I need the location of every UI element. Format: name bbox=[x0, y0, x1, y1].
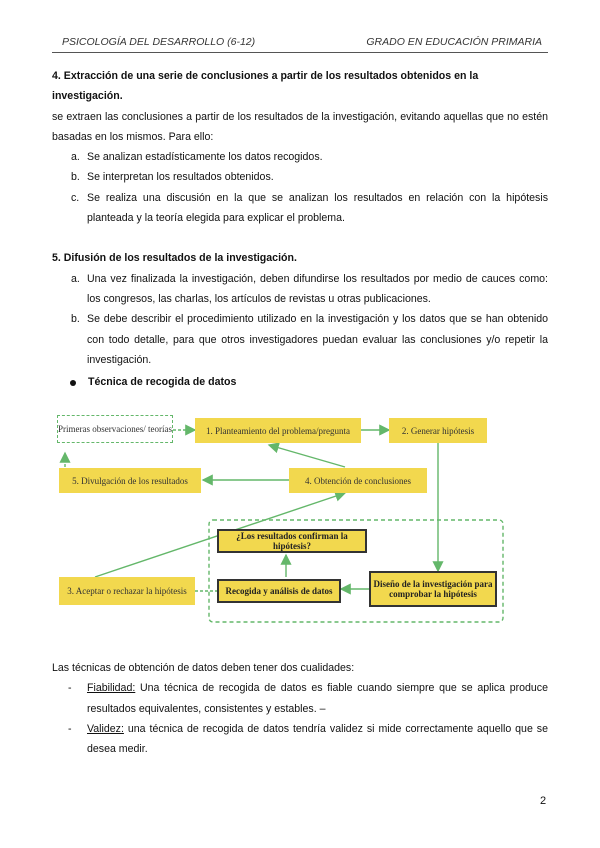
header-degree-title: GRADO EN EDUCACIÓN PRIMARIA bbox=[366, 36, 542, 48]
list-marker: a. bbox=[71, 272, 80, 285]
list-item-text: Se debe describir el procedimiento utilizado en la investigación y los datos que se han obtenido con todo detalle, para que otros investigadores puedan evaluar las conclusiones y/o repetir la investigación. bbox=[87, 313, 548, 366]
list-item bbox=[52, 269, 548, 310]
step4-list bbox=[52, 147, 548, 228]
section-title-text: Técnica de recogida de datos bbox=[88, 376, 237, 388]
list-item-text: Se interpretan los resultados obtenidos. bbox=[87, 171, 274, 184]
list-marker: c. bbox=[71, 191, 80, 204]
box-data-collection: Recogida y análisis de datos bbox=[217, 579, 341, 603]
box-problem-statement: 1. Planteamiento del problema/pregunta bbox=[195, 418, 361, 443]
list-item bbox=[52, 188, 548, 229]
list-item-text: Se analizan estadísticamente los datos recogidos. bbox=[87, 151, 323, 164]
box-accept-reject: 3. Aceptar o rechazar la hipótesis bbox=[59, 577, 195, 605]
step5-heading: 5. Difusión de los resultados de la investigación. bbox=[52, 252, 297, 265]
definition-reliability: Una técnica de recogida de datos es fiable cuando siempre que se aplica produce resultados equivalentes, consistentes y estables. – bbox=[87, 682, 548, 715]
list-item bbox=[52, 147, 548, 167]
list-item bbox=[52, 167, 548, 187]
box-dissemination: 5. Divulgación de los resultados bbox=[59, 468, 201, 493]
list-item-text: Se realiza una discusión en la que se analizan los resultados en relación con la hipótesis planteada y la teoría elegida para explicar el problema. bbox=[87, 191, 548, 225]
qualities-section bbox=[52, 658, 548, 759]
step4-intro: se extraen las conclusiones a partir de los resultados de la investigación, evitando aquellas que no estén basadas en los mismos. Para ello: bbox=[52, 110, 548, 143]
main-content bbox=[52, 66, 548, 370]
list-marker: b. bbox=[71, 313, 80, 326]
section-title bbox=[70, 376, 236, 388]
box-generate-hypothesis: 2. Generar hipótesis bbox=[389, 418, 487, 443]
list-item bbox=[52, 719, 548, 760]
list-item-text: Una vez finalizada la investigación, deben difundirse los resultados por medio de cauces como: los congresos, las charlas, los artículos de revistas u otras publicaciones. bbox=[87, 272, 548, 305]
page-number: 2 bbox=[540, 795, 547, 807]
step4-heading: 4. Extracción de una serie de conclusiones a partir de los resultados obtenidos en la investigación. bbox=[52, 70, 479, 103]
box-conclusions: 4. Obtención de conclusiones bbox=[289, 468, 427, 493]
box-results-confirm: ¿Los resultados confirman la hipótesis? bbox=[217, 529, 367, 553]
research-process-diagram bbox=[55, 405, 505, 625]
term-reliability: Fiabilidad: bbox=[87, 682, 136, 695]
term-validity: Validez: bbox=[87, 722, 124, 735]
arrow-conclusions-to-plan bbox=[269, 445, 345, 467]
list-item bbox=[52, 309, 548, 370]
dash-marker: - bbox=[68, 722, 72, 735]
page-header bbox=[52, 36, 548, 53]
step5-list bbox=[52, 269, 548, 370]
definition-validity: una técnica de recogida de datos tendría validez si mide correctamente aquello que se desea medir. bbox=[87, 722, 548, 756]
header-course-title: PSICOLOGÍA DEL DESARROLLO (6-12) bbox=[62, 36, 256, 48]
dash-marker: - bbox=[68, 682, 72, 695]
qualities-intro: Las técnicas de obtención de datos deben tener dos cualidades: bbox=[52, 662, 355, 674]
list-marker: b. bbox=[71, 171, 80, 184]
box-first-observations: Primeras observaciones/ teorías bbox=[57, 415, 173, 443]
list-marker: a. bbox=[71, 151, 80, 164]
box-research-design: Diseño de la investigación para comprobar la hipótesis bbox=[369, 571, 497, 607]
list-item bbox=[52, 678, 548, 719]
